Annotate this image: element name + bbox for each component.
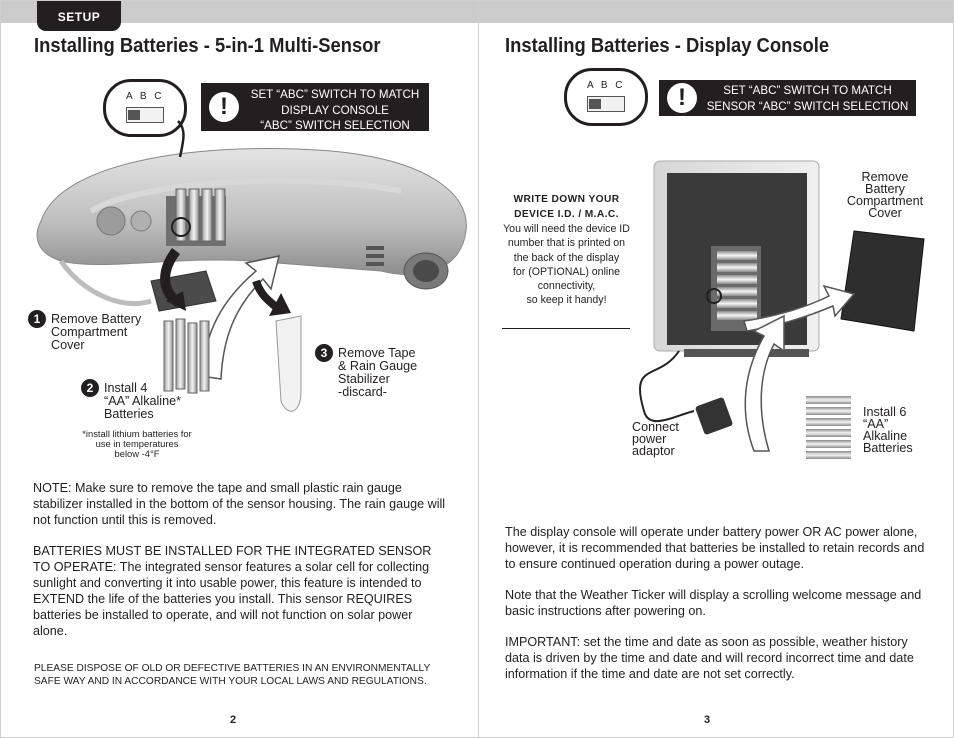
connect-power-label: Connect power adaptor bbox=[632, 420, 679, 458]
abc-label: A B C bbox=[125, 91, 165, 102]
abc-switch-icon bbox=[587, 96, 625, 112]
setup-tab: SETUP bbox=[37, 1, 121, 31]
page-number-2: 2 bbox=[230, 714, 237, 726]
console-loose-batteries bbox=[806, 396, 851, 459]
warning-text: SET “ABC” SWITCH TO MATCH DISPLAY CONSOLE “ABC” SWITCH SELECTION bbox=[250, 88, 420, 132]
left-note-paragraph: NOTE: Make sure to remove the tape and small plastic rain gauge stabilizer installed in the bottom of the sensor housing. The rain gauge will not function until this is removed. bbox=[33, 481, 446, 527]
step-2-label: Install 4 “AA” Alkaline* Batteries bbox=[104, 381, 181, 421]
step-1-label: Remove Battery Compartment Cover bbox=[51, 312, 142, 352]
top-bar-right bbox=[479, 1, 953, 23]
step-3-number: 3 bbox=[315, 344, 333, 362]
right-page bbox=[479, 0, 954, 738]
id-write-line bbox=[502, 328, 630, 329]
abc-warning-box-console bbox=[659, 80, 916, 116]
sensor-illustration bbox=[1, 121, 479, 451]
exclamation-icon: ! bbox=[209, 92, 239, 122]
right-ticker-paragraph: Note that the Weather Ticker will display a scrolling welcome message and basic instructions after powering on. bbox=[505, 588, 922, 618]
abc-warning-box bbox=[201, 83, 429, 131]
write-down-id-note: WRITE DOWN YOUR DEVICE I.D. / M.A.C. You will need the device ID number that is printed on the back of the display for (OPTIONAL) online connectivity, so keep it handy! bbox=[503, 194, 630, 307]
right-power-paragraph: The display console will operate under battery power OR AC power alone, however, it is recommended that batteries be installed to retain records and to ensure continued operation during a power outage. bbox=[505, 525, 925, 571]
abc-switch-callout-console bbox=[564, 68, 648, 126]
warning-text-console: SET “ABC” SWITCH TO MATCH SENSOR “ABC” SWITCH SELECTION bbox=[706, 84, 909, 113]
right-body-text bbox=[505, 524, 925, 697]
left-page-title: Installing Batteries - 5-in-1 Multi-Sensor bbox=[34, 35, 381, 57]
right-page-title: Installing Batteries - Display Console bbox=[505, 35, 830, 57]
install-6-label: Install 6 “AA” Alkaline Batteries bbox=[863, 405, 913, 455]
step-2-number: 2 bbox=[81, 379, 99, 397]
dispose-notice: PLEASE DISPOSE OF OLD OR DEFECTIVE BATTERIES IN AN ENVIRONMENTALLY SAFE WAY AND IN ACCORDANCE WITH YOUR LOCAL LAWS AND REGULATIONS. bbox=[34, 663, 431, 687]
step-1-number: 1 bbox=[28, 310, 46, 328]
left-body-text bbox=[33, 480, 449, 654]
right-important-paragraph: IMPORTANT: set the time and date as soon as possible, weather history data is driven by the time and date and will record incorrect time and date information if the time and date are not set correctly. bbox=[505, 635, 914, 681]
abc-switch-icon bbox=[126, 107, 164, 123]
abc-label-console: A B C bbox=[586, 80, 626, 91]
abc-switch-callout bbox=[103, 79, 187, 137]
step-3-label: Remove Tape & Rain Gauge Stabilizer -discard- bbox=[338, 346, 418, 399]
remove-cover-label: Remove Battery Compartment Cover bbox=[846, 170, 924, 220]
lithium-note: *install lithium batteries for use in temperatures below -4°F bbox=[82, 428, 192, 459]
left-batteries-paragraph: BATTERIES MUST BE INSTALLED FOR THE INTEGRATED SENSOR TO OPERATE: The integrated sensor features a solar cell for collecting sunlight and converting it into usable power, this feature is intended to EXTEND the life of the batteries you install. This sensor REQUIRES batteries be installed to operate, and will not function on solar power alone. bbox=[33, 544, 432, 638]
page-number-3: 3 bbox=[704, 714, 711, 726]
exclamation-icon: ! bbox=[667, 83, 697, 113]
